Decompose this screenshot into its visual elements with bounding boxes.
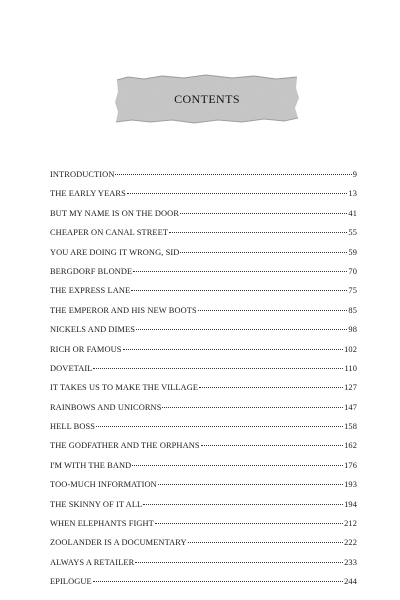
- toc-entry-title: CHEAPER ON CANAL STREET: [50, 228, 169, 238]
- dot-leader: [201, 445, 344, 446]
- toc-entry: [50, 170, 357, 189]
- toc-entry-title: EPILOGUE: [50, 577, 92, 587]
- toc-entry-page-number: 98: [348, 325, 357, 335]
- toc-entry-title: NICKELS AND DIMES: [50, 325, 135, 335]
- toc-entry: [50, 267, 357, 286]
- toc-entry-page-number: 158: [344, 422, 357, 432]
- toc-entry-page-number: 127: [344, 383, 357, 393]
- dot-leader: [123, 349, 344, 350]
- toc-entry: [50, 286, 357, 305]
- toc-entry: [50, 441, 357, 460]
- contents-heading-plate: [114, 74, 300, 124]
- toc-entry: [50, 519, 357, 538]
- dot-leader: [158, 484, 343, 485]
- toc-entry-title: BUT MY NAME IS ON THE DOOR: [50, 208, 180, 218]
- dot-leader: [180, 213, 347, 214]
- toc-entry-title: THE GODFATHER AND THE ORPHANS: [50, 441, 200, 451]
- toc-entry: [50, 422, 357, 441]
- toc-entry-page-number: 176: [344, 460, 357, 470]
- toc-entry-page-number: 162: [344, 441, 357, 451]
- table-of-contents: [50, 170, 357, 597]
- toc-entry: [50, 461, 357, 480]
- toc-entry: [50, 577, 357, 596]
- toc-entry-page-number: 233: [344, 557, 357, 567]
- toc-entry-page-number: 55: [348, 228, 357, 238]
- toc-entry-title: RICH OR FAMOUS: [50, 344, 122, 354]
- toc-entry: [50, 500, 357, 519]
- dot-leader: [188, 542, 343, 543]
- toc-entry-page-number: 59: [348, 247, 357, 257]
- toc-entry-title: THE EXPRESS LANE: [50, 286, 131, 296]
- dot-leader: [127, 193, 348, 194]
- toc-entry: [50, 558, 357, 577]
- dot-leader: [135, 562, 343, 563]
- toc-entry: [50, 306, 357, 325]
- dot-leader: [162, 407, 343, 408]
- toc-entry-title: THE SKINNY OF IT ALL: [50, 499, 143, 509]
- toc-entry-title: YOU ARE DOING IT WRONG, SID: [50, 247, 180, 257]
- dot-leader: [96, 426, 343, 427]
- toc-entry: [50, 364, 357, 383]
- toc-entry: [50, 209, 357, 228]
- toc-entry-page-number: 244: [344, 577, 357, 587]
- toc-entry-page-number: 212: [344, 519, 357, 529]
- dot-leader: [131, 290, 347, 291]
- toc-entry-title: TOO-MUCH INFORMATION: [50, 480, 157, 490]
- toc-entry: [50, 248, 357, 267]
- toc-entry-page-number: 193: [344, 480, 357, 490]
- toc-entry-title: INTRODUCTION: [50, 170, 115, 179]
- toc-entry-page-number: 102: [344, 344, 357, 354]
- toc-entry-title: WHEN ELEPHANTS FIGHT: [50, 519, 154, 529]
- toc-entry-title: HELL BOSS: [50, 422, 96, 432]
- toc-entry: [50, 403, 357, 422]
- toc-entry-page-number: 110: [344, 363, 357, 373]
- toc-entry-page-number: 75: [348, 286, 357, 296]
- contents-heading: CONTENTS: [174, 92, 240, 106]
- dot-leader: [132, 465, 343, 466]
- dot-leader: [199, 387, 343, 388]
- dot-leader: [93, 581, 343, 582]
- toc-entry-page-number: 147: [344, 402, 357, 412]
- dot-leader: [155, 523, 343, 524]
- toc-entry-title: THE EMPEROR AND HIS NEW BOOTS: [50, 305, 197, 315]
- toc-entry: [50, 538, 357, 557]
- toc-entry-title: BERGDORF BLONDE: [50, 266, 133, 276]
- toc-entry: [50, 480, 357, 499]
- toc-entry-title: ALWAYS A RETAILER: [50, 557, 135, 567]
- toc-entry: [50, 325, 357, 344]
- dot-leader: [115, 174, 351, 175]
- toc-entry: [50, 345, 357, 364]
- dot-leader: [143, 504, 343, 505]
- toc-entry: [50, 383, 357, 402]
- toc-entry-page-number: 70: [348, 266, 357, 276]
- dot-leader: [180, 252, 347, 253]
- toc-entry-page-number: 194: [344, 499, 357, 509]
- dot-leader: [133, 271, 347, 272]
- toc-entry-title: THE EARLY YEARS: [50, 189, 126, 199]
- toc-entry-page-number: 222: [344, 538, 357, 548]
- toc-entry-title: RAINBOWS AND UNICORNS: [50, 402, 162, 412]
- toc-entry-title: ZOOLANDER IS A DOCUMENTARY: [50, 538, 187, 548]
- toc-entry-page-number: 41: [348, 208, 357, 218]
- dot-leader: [169, 232, 347, 233]
- toc-entry: [50, 228, 357, 247]
- toc-entry-page-number: 9: [352, 170, 357, 179]
- toc-entry-page-number: 85: [348, 305, 357, 315]
- dot-leader: [93, 368, 343, 369]
- dot-leader: [136, 329, 347, 330]
- toc-entry: [50, 189, 357, 208]
- toc-entry-page-number: 13: [348, 189, 357, 199]
- toc-entry-title: IT TAKES US TO MAKE THE VILLAGE: [50, 383, 199, 393]
- dot-leader: [198, 310, 348, 311]
- toc-entry-title: I'M WITH THE BAND: [50, 460, 132, 470]
- toc-entry-title: DOVETAIL: [50, 363, 93, 373]
